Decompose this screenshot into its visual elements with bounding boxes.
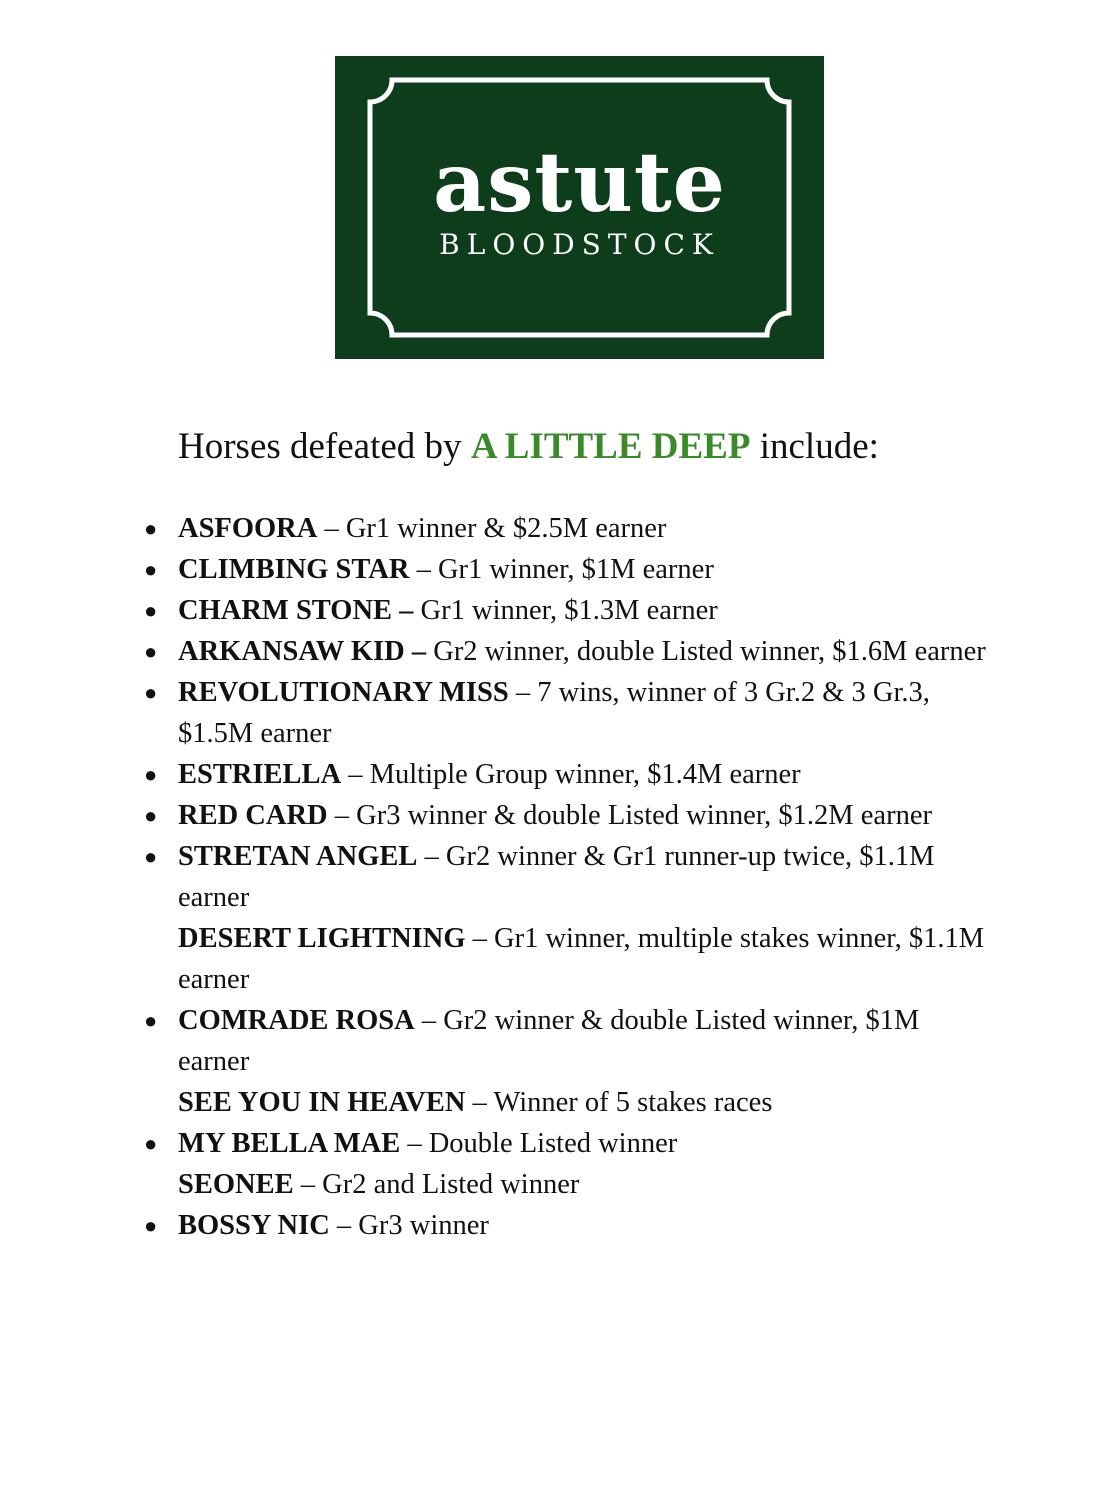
defeated-horses-list <box>144 508 988 1246</box>
bullet-icon: ● <box>144 1213 158 1238</box>
horse-description: – Gr1 winner, $1M earner <box>409 554 714 585</box>
horse-name: MY BELLA MAE <box>178 1128 401 1159</box>
horse-name: ASFOORA <box>178 513 318 544</box>
horse-list-item <box>144 672 988 754</box>
horse-name: SEONEE <box>178 1169 294 1200</box>
horse-list-item <box>144 590 988 631</box>
horse-name: ARKANSAW KID – <box>178 636 427 667</box>
bullet-icon: ● <box>144 516 158 541</box>
heading-prefix: Horses defeated by <box>178 426 471 467</box>
horse-list-item <box>144 795 988 836</box>
horse-description: – Gr1 winner, multiple stakes winner, $1.1M earner <box>178 923 985 995</box>
bullet-icon: ● <box>144 639 158 664</box>
bullet-icon: ● <box>144 680 158 705</box>
logo-wordmark: astute <box>433 135 726 231</box>
horse-name: CHARM STONE – <box>178 595 414 626</box>
bullet-icon: ● <box>144 1131 158 1156</box>
horse-list-item <box>144 1205 988 1246</box>
horse-description: Gr1 winner, $1.3M earner <box>413 595 718 626</box>
page-heading <box>178 424 1058 470</box>
horse-description: – Gr2 winner & double Listed winner, $1M earner <box>178 1005 920 1077</box>
horse-list-item <box>144 1123 988 1164</box>
horse-description: – Multiple Group winner, $1.4M earner <box>341 759 801 790</box>
horse-name: RED CARD <box>178 800 328 831</box>
horse-description: – Gr1 winner & $2.5M earner <box>317 513 667 544</box>
horse-description: – Winner of 5 stakes races <box>465 1087 773 1118</box>
horse-name: DESERT LIGHTNING <box>178 923 466 954</box>
horse-list-item <box>144 754 988 795</box>
horse-description: – Double Listed winner <box>400 1128 678 1159</box>
horse-list-item <box>178 918 988 1000</box>
horse-name: REVOLUTIONARY MISS <box>178 677 509 708</box>
horse-list-item <box>144 508 988 549</box>
horse-description: Gr2 winner, double Listed winner, $1.6M earner <box>426 636 986 667</box>
horse-name: STRETAN ANGEL <box>178 841 418 872</box>
logo-subtitle: BLOODSTOCK <box>439 228 720 261</box>
horse-description: – 7 wins, winner of 3 Gr.2 & 3 Gr.3, $1.5M earner <box>178 677 930 749</box>
bullet-icon: ● <box>144 598 158 623</box>
bullet-icon: ● <box>144 1008 158 1033</box>
horse-name: COMRADE ROSA <box>178 1005 415 1036</box>
horse-name: CLIMBING STAR <box>178 554 410 585</box>
heading-suffix: include: <box>750 426 879 467</box>
heading-horse-name: A LITTLE DEEP <box>470 426 751 467</box>
horse-list-item <box>144 836 988 918</box>
horse-name: ESTRIELLA <box>178 759 342 790</box>
astute-bloodstock-logo <box>335 56 824 359</box>
bullet-icon: ● <box>144 762 158 787</box>
horse-list-item <box>144 1000 988 1082</box>
horse-description: – Gr2 winner & Gr1 runner-up twice, $1.1M earner <box>178 841 935 913</box>
horse-description: – Gr3 winner <box>329 1210 489 1241</box>
horse-list-item <box>144 631 988 672</box>
horse-list-item <box>178 1082 988 1123</box>
bullet-icon: ● <box>144 844 158 869</box>
horse-name: SEE YOU IN HEAVEN <box>178 1087 466 1118</box>
horse-list-item <box>144 549 988 590</box>
horse-description: – Gr3 winner & double Listed winner, $1.2M earner <box>327 800 932 831</box>
bullet-icon: ● <box>144 557 158 582</box>
horse-list-item <box>178 1164 988 1205</box>
horse-name: BOSSY NIC <box>178 1210 330 1241</box>
horse-description: – Gr2 and Listed winner <box>293 1169 580 1200</box>
bullet-icon: ● <box>144 803 158 828</box>
